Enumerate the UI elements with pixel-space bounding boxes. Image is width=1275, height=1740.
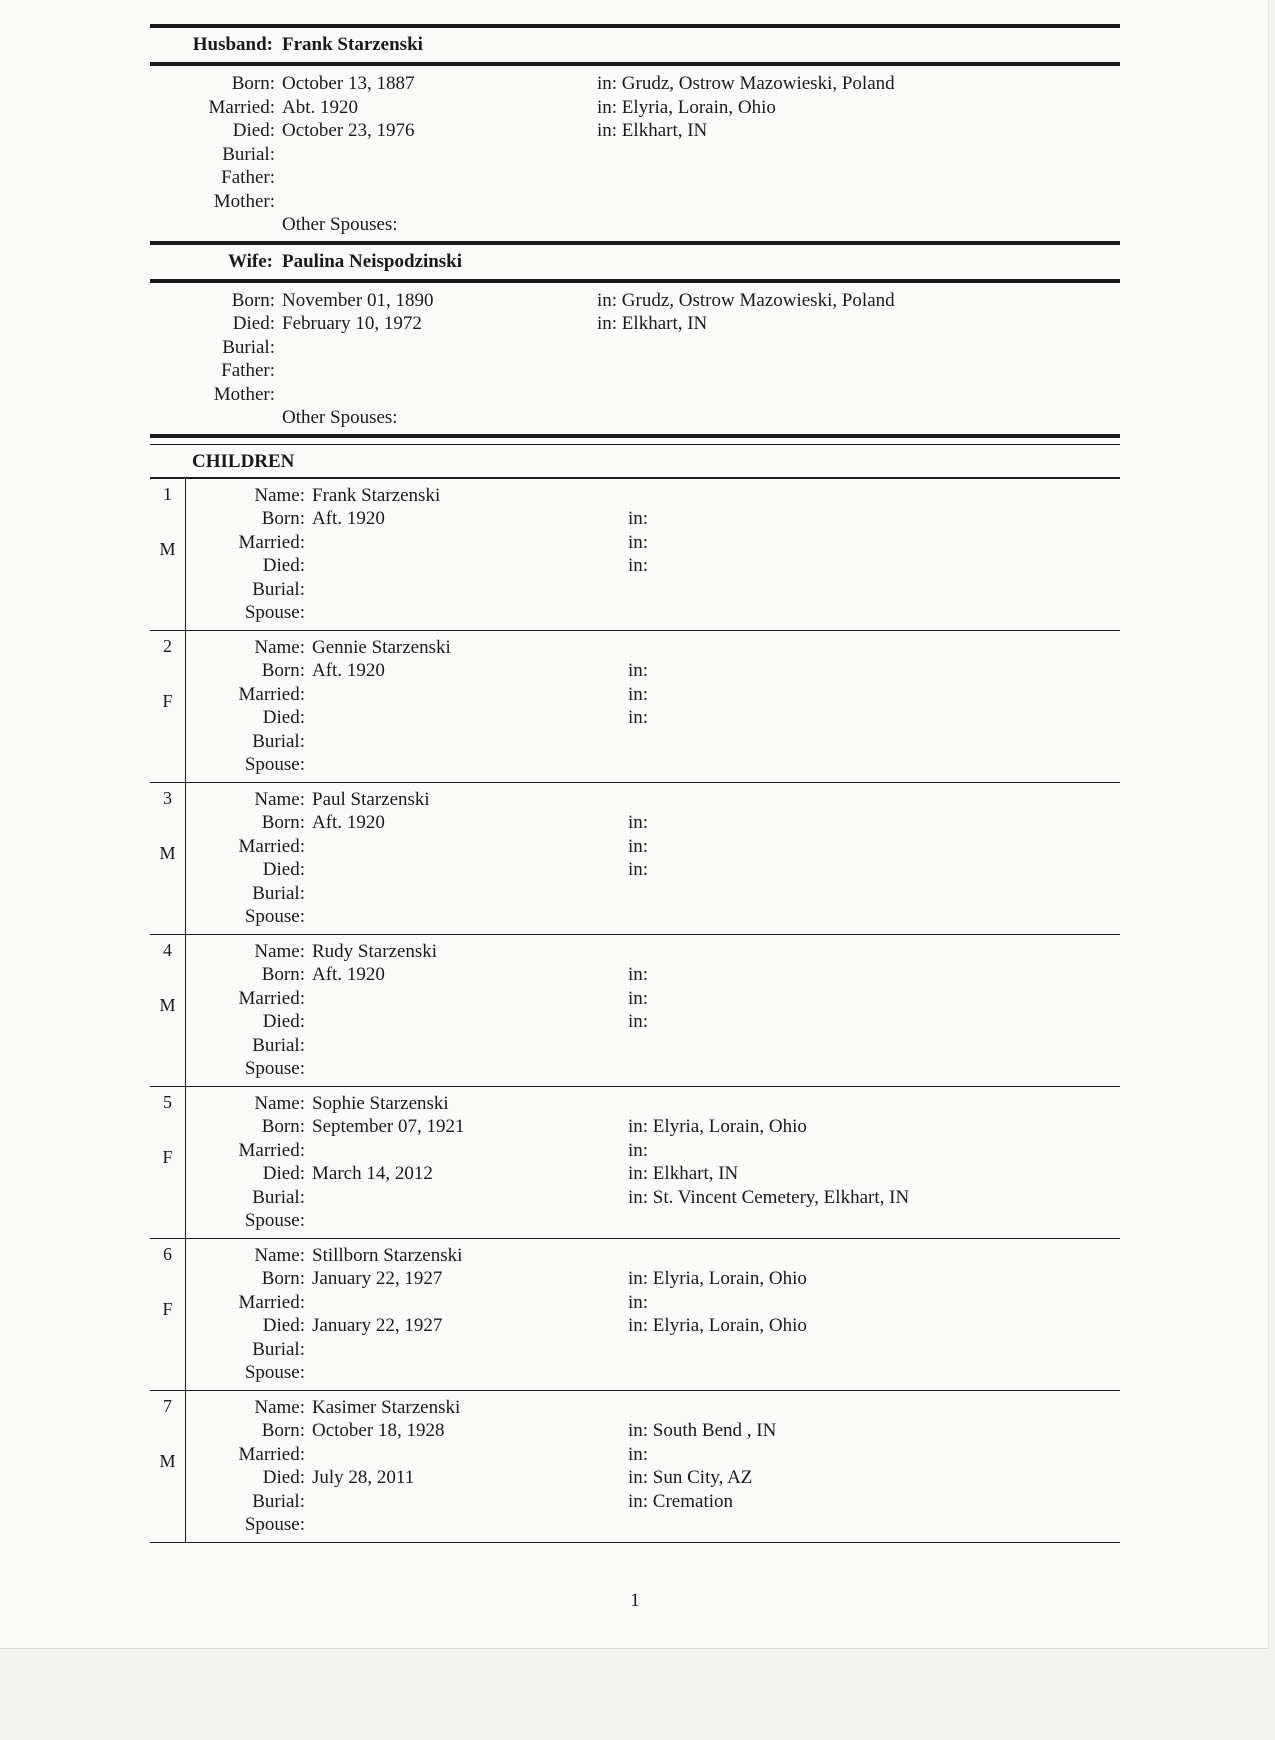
- child-fact-row: [150, 484, 1120, 508]
- fact-label: Born:: [231, 289, 275, 311]
- fact-value: Aft. 1920: [312, 964, 385, 985]
- child-fact-row: [150, 1115, 1120, 1139]
- fact-value: Rudy Starzenski: [312, 940, 438, 962]
- fact-label: Married:: [238, 1139, 305, 1161]
- fact-label: Married:: [238, 835, 305, 857]
- fact-place: in:: [628, 987, 649, 1009]
- fact-label: Mother:: [213, 383, 275, 405]
- fact-label: Burial:: [252, 1186, 305, 1208]
- fact-label: Spouse:: [244, 1514, 305, 1535]
- fact-place: in:: [628, 555, 649, 576]
- fact-place: in: Elkhart, IN: [597, 120, 708, 141]
- fact-label: Born:: [231, 73, 275, 94]
- fact-value: Paul Starzenski: [312, 788, 430, 810]
- fact-label: Born:: [261, 964, 305, 985]
- fact-value: October 13, 1887: [282, 73, 415, 94]
- fact-label: Name:: [254, 1244, 305, 1266]
- child-fact-row: [150, 659, 1120, 683]
- fact-place: in:: [628, 859, 649, 880]
- fact-label: Spouse:: [244, 602, 305, 623]
- husband-fact-row: [150, 96, 1120, 120]
- fact-place: in:: [628, 508, 649, 529]
- fact-place: in: Grudz, Ostrow Mazowieski, Poland: [597, 289, 895, 311]
- child-fact-row: [150, 1443, 1120, 1467]
- wife-fact-row: [150, 312, 1120, 336]
- child-fact-row: [150, 706, 1120, 730]
- child-fact-row: [150, 1419, 1120, 1443]
- child-fact-row: [150, 1162, 1120, 1186]
- fact-label: Burial:: [252, 882, 305, 904]
- child-fact-row: [150, 1139, 1120, 1163]
- child-sex: M: [159, 842, 176, 863]
- fact-label: Born:: [261, 1116, 305, 1137]
- fact-value: February 10, 1972: [282, 313, 422, 334]
- fact-label: Name:: [254, 940, 305, 962]
- husband-fact-row: [150, 166, 1120, 190]
- fact-label: Burial:: [252, 1034, 305, 1056]
- fact-value: Frank Starzenski: [312, 484, 441, 506]
- child-fact-row: [150, 730, 1120, 754]
- fact-label: Spouse:: [244, 1210, 305, 1231]
- fact-label: Born:: [261, 508, 305, 529]
- child-fact-row: [150, 1361, 1120, 1385]
- child-sex: M: [159, 538, 176, 559]
- child-sex: M: [159, 994, 176, 1015]
- fact-value: November 01, 1890: [282, 289, 434, 311]
- child-fact-row: [150, 507, 1120, 531]
- child-fact-row: [150, 1338, 1120, 1362]
- child-fact-row: [150, 531, 1120, 555]
- fact-place: in:: [628, 835, 649, 857]
- child-fact-row: [150, 1466, 1120, 1490]
- fact-label: Burial:: [222, 336, 275, 358]
- fact-value: Abt. 1920: [282, 96, 358, 118]
- child-number: 3: [163, 787, 172, 808]
- fact-label: Name:: [254, 1396, 305, 1418]
- child-fact-row: [150, 1314, 1120, 1338]
- fact-value: October 18, 1928: [312, 1420, 445, 1441]
- fact-label: Name:: [254, 788, 305, 810]
- wife-name: Paulina Neispodzinski: [282, 250, 463, 272]
- wife-fact-row: [150, 359, 1120, 383]
- fact-value: Aft. 1920: [312, 812, 385, 833]
- fact-place: in:: [628, 812, 649, 833]
- fact-place: in:: [628, 1139, 649, 1161]
- fact-label: Died:: [262, 1011, 305, 1032]
- fact-place: in: South Bend , IN: [628, 1420, 777, 1441]
- wife-fact-row: [150, 289, 1120, 313]
- fact-label: Died:: [262, 707, 305, 728]
- child-number: 6: [163, 1243, 172, 1264]
- child-fact-row: [150, 788, 1120, 812]
- child-fact-row: [150, 1396, 1120, 1420]
- wife-header: [150, 245, 1120, 279]
- child-fact-row: [150, 905, 1120, 929]
- child-record: [150, 1087, 1120, 1239]
- fact-value: March 14, 2012: [312, 1163, 433, 1184]
- fact-place: in: Cremation: [628, 1490, 734, 1512]
- children-list: [150, 479, 1120, 1543]
- child-sex: F: [162, 1146, 173, 1167]
- child-record: [150, 935, 1120, 1087]
- husband-fact-row: [150, 143, 1120, 167]
- fact-place: in:: [628, 1011, 649, 1032]
- fact-place: in: Elyria, Lorain, Ohio: [628, 1315, 807, 1336]
- fact-label: Married:: [238, 1291, 305, 1313]
- child-fact-row: [150, 1291, 1120, 1315]
- fact-label: Died:: [262, 555, 305, 576]
- child-fact-row: [150, 1209, 1120, 1233]
- fact-place: in:: [628, 683, 649, 705]
- wife-fact-row: [150, 383, 1120, 407]
- child-record: [150, 783, 1120, 935]
- child-record: [150, 1391, 1120, 1543]
- fact-value: July 28, 2011: [312, 1467, 415, 1488]
- child-fact-row: [150, 1010, 1120, 1034]
- husband-fact-row: [150, 119, 1120, 143]
- wife-label: Wife:: [227, 250, 273, 272]
- fact-value: Kasimer Starzenski: [312, 1396, 461, 1418]
- child-sex: F: [162, 1298, 173, 1319]
- fact-value: Sophie Starzenski: [312, 1092, 449, 1114]
- fact-value: Stillborn Starzenski: [312, 1244, 463, 1266]
- fact-label: Spouse:: [244, 754, 305, 775]
- child-number: 2: [163, 635, 172, 656]
- fact-label: Died:: [232, 120, 275, 141]
- child-fact-row: [150, 1186, 1120, 1210]
- fact-label: Burial:: [252, 730, 305, 752]
- husband-label: Husband:: [192, 34, 273, 55]
- child-record: [150, 479, 1120, 631]
- children-heading: CHILDREN: [192, 450, 295, 472]
- fact-place: in:: [628, 1291, 649, 1313]
- fact-place: in: Elyria, Lorain, Ohio: [628, 1268, 807, 1289]
- fact-value: October 23, 1976: [282, 120, 415, 141]
- fact-value: January 22, 1927: [312, 1268, 443, 1289]
- fact-label: Burial:: [252, 1490, 305, 1512]
- fact-place: in: Elyria, Lorain, Ohio: [597, 96, 776, 118]
- child-fact-row: [150, 882, 1120, 906]
- wife-fact-row: [150, 336, 1120, 360]
- child-fact-row: [150, 1513, 1120, 1537]
- fact-place: in:: [628, 964, 649, 985]
- husband-details: [150, 66, 1120, 241]
- child-fact-row: [150, 835, 1120, 859]
- child-fact-row: [150, 554, 1120, 578]
- child-fact-row: [150, 601, 1120, 625]
- fact-place: in: Elkhart, IN: [597, 313, 708, 334]
- fact-value: Aft. 1920: [312, 508, 385, 529]
- child-number: 5: [163, 1091, 172, 1112]
- child-fact-row: [150, 940, 1120, 964]
- fact-label: Spouse:: [244, 906, 305, 927]
- fact-place: in: Elyria, Lorain, Ohio: [628, 1116, 807, 1137]
- fact-place: in: Sun City, AZ: [628, 1467, 753, 1488]
- fact-label: Name:: [254, 636, 305, 658]
- fact-label: Spouse:: [244, 1058, 305, 1079]
- fact-label: Burial:: [222, 143, 275, 165]
- fact-label: Name:: [254, 484, 305, 506]
- fact-label: Born:: [261, 660, 305, 681]
- fact-label: Born:: [261, 1420, 305, 1441]
- child-fact-row: [150, 987, 1120, 1011]
- fact-label: Died:: [262, 1315, 305, 1336]
- child-record: [150, 631, 1120, 783]
- husband-fact-row: [150, 190, 1120, 214]
- fact-label: Burial:: [252, 1338, 305, 1360]
- husband-header: [150, 28, 1120, 62]
- child-sex: M: [159, 1450, 176, 1471]
- other-spouses-label: Other Spouses:: [282, 214, 398, 235]
- fact-label: Married:: [238, 531, 305, 553]
- fact-label: Married:: [238, 683, 305, 705]
- fact-label: Died:: [262, 859, 305, 880]
- fact-place: in:: [628, 531, 649, 553]
- child-fact-row: [150, 858, 1120, 882]
- child-fact-row: [150, 636, 1120, 660]
- child-number: 1: [163, 483, 172, 504]
- family-group-sheet: [150, 24, 1120, 1543]
- fact-value: Aft. 1920: [312, 660, 385, 681]
- child-fact-row: [150, 811, 1120, 835]
- fact-label: Name:: [254, 1092, 305, 1114]
- fact-value: Gennie Starzenski: [312, 636, 451, 658]
- fact-label: Died:: [232, 313, 275, 334]
- fact-label: Mother:: [213, 190, 275, 212]
- fact-place: in:: [628, 707, 649, 728]
- child-number: 4: [163, 939, 172, 960]
- fact-label: Born:: [261, 1268, 305, 1289]
- fact-value: January 22, 1927: [312, 1315, 443, 1336]
- child-fact-row: [150, 1490, 1120, 1514]
- fact-label: Father:: [221, 167, 275, 188]
- fact-label: Died:: [262, 1163, 305, 1184]
- child-fact-row: [150, 1057, 1120, 1081]
- child-fact-row: [150, 1092, 1120, 1116]
- fact-place: in:: [628, 1443, 649, 1465]
- fact-label: Married:: [238, 987, 305, 1009]
- child-fact-row: [150, 963, 1120, 987]
- child-fact-row: [150, 1034, 1120, 1058]
- husband-name: Frank Starzenski: [282, 34, 423, 55]
- child-fact-row: [150, 683, 1120, 707]
- page-number: 1: [630, 1590, 640, 1611]
- fact-place: in: Elkhart, IN: [628, 1163, 739, 1184]
- fact-label: Born:: [261, 812, 305, 833]
- fact-place: in:: [628, 660, 649, 681]
- fact-label: Burial:: [252, 578, 305, 600]
- fact-value: September 07, 1921: [312, 1116, 465, 1137]
- child-fact-row: [150, 578, 1120, 602]
- fact-label: Died:: [262, 1467, 305, 1488]
- child-fact-row: [150, 1244, 1120, 1268]
- wife-details: [150, 283, 1120, 434]
- child-fact-row: [150, 1267, 1120, 1291]
- child-number: 7: [163, 1395, 172, 1416]
- husband-other-spouses-row: [150, 213, 1120, 237]
- child-record: [150, 1239, 1120, 1391]
- child-fact-row: [150, 753, 1120, 777]
- fact-label: Spouse:: [244, 1362, 305, 1383]
- fact-label: Married:: [238, 1443, 305, 1465]
- fact-place: in: Grudz, Ostrow Mazowieski, Poland: [597, 73, 895, 94]
- child-sex: F: [162, 690, 173, 711]
- fact-label: Father:: [221, 360, 275, 381]
- fact-place: in: St. Vincent Cemetery, Elkhart, IN: [628, 1186, 910, 1208]
- other-spouses-label: Other Spouses:: [282, 407, 398, 428]
- fact-label: Married:: [208, 96, 275, 118]
- wife-other-spouses-row: [150, 406, 1120, 430]
- husband-fact-row: [150, 72, 1120, 96]
